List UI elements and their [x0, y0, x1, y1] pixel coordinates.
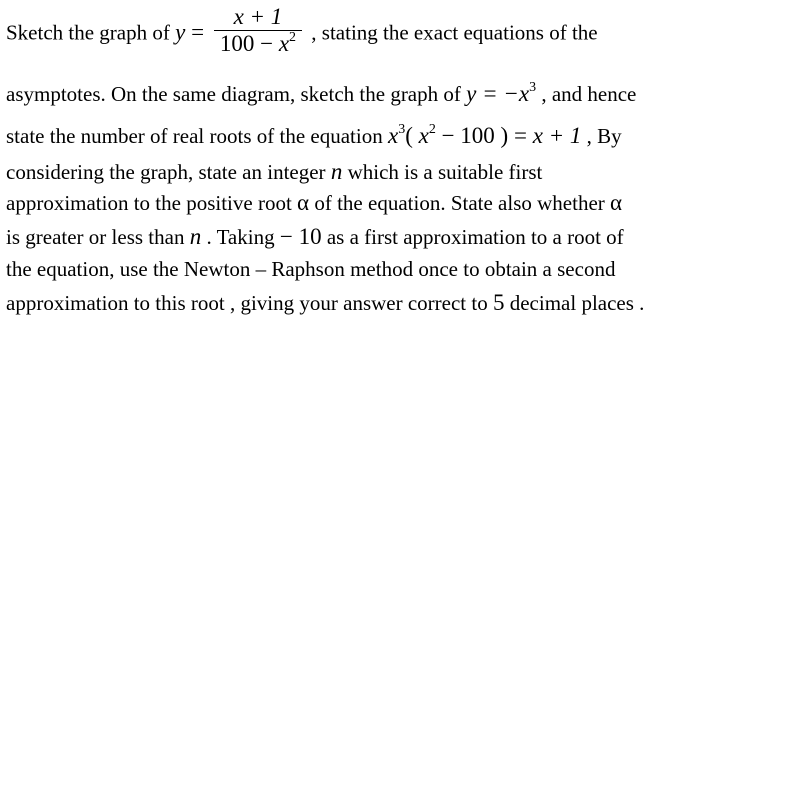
math-variable: n [330, 159, 343, 184]
exponent: 2 [428, 122, 436, 137]
text-segment: state the number of real roots of the equation [6, 124, 388, 148]
text-segment: of the equation. State also whether [309, 191, 611, 215]
math-expression: x + 1 [532, 123, 582, 148]
fraction-denominator: $100 - x^2$ [219, 30, 297, 56]
math-alpha: α [610, 190, 623, 215]
text-segment: approximation to the positive root [6, 191, 298, 215]
math-number: − 10 [279, 224, 322, 249]
text-segment: considering the graph, state an integer [6, 160, 331, 184]
question-line-4 [6, 159, 542, 185]
text-segment: the equation, use the Newton – Raphson method once to obtain a second [6, 257, 616, 281]
math-number: 5 [492, 290, 505, 315]
text-segment: asymptotes. On the same diagram, sketch the graph of [6, 82, 467, 106]
fraction-numerator: x + 1 [214, 4, 302, 31]
question-line-7 [6, 256, 615, 282]
math-text: ( [405, 123, 419, 148]
text-segment: is greater or less than [6, 225, 190, 249]
equals-sign: = [185, 19, 210, 45]
math-alpha: α [297, 190, 310, 215]
math-variable: x [418, 123, 429, 148]
math-variable: n [189, 224, 202, 249]
question-line-8 [6, 290, 644, 316]
math-variable: x [387, 123, 399, 148]
math-expression: y = −x [466, 81, 530, 106]
exponent: 3 [529, 80, 537, 95]
text-segment: Sketch the graph of [6, 20, 176, 45]
math-variable: y [175, 19, 186, 45]
text-segment: as a first approximation to a root of [321, 225, 624, 249]
exponent: 3 [398, 122, 406, 137]
text-segment: approximation to this root , giving your answer correct to [6, 291, 493, 315]
question-line-2 [6, 81, 636, 107]
math-text: − 100 ) = [435, 123, 533, 148]
question-line-6 [6, 224, 624, 250]
text-segment: , and hence [536, 82, 637, 106]
question-line-1 [6, 4, 598, 61]
text-segment: , stating the exact equations of the [306, 20, 598, 45]
question-line-3 [6, 123, 622, 149]
question-line-5 [6, 190, 622, 216]
text-segment: decimal places . [504, 291, 645, 315]
fraction [214, 4, 302, 57]
text-segment: , By [581, 124, 622, 148]
text-segment: which is a suitable first [342, 160, 543, 184]
text-segment: . Taking [201, 225, 280, 249]
